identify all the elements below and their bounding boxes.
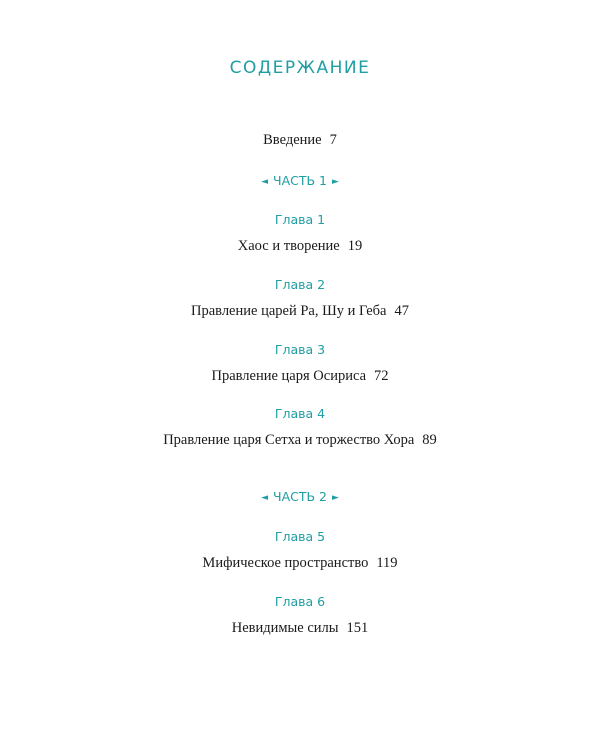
- toc-entry-chapter-2[interactable]: [0, 303, 600, 320]
- entry-title: Правление царя Сетха и торжество Хора: [163, 432, 415, 448]
- entry-page-number: 47: [394, 303, 409, 319]
- entry-title: Введение: [263, 132, 322, 148]
- toc-entry-chapter-3[interactable]: [0, 368, 600, 385]
- entry-page-number: 89: [422, 432, 437, 448]
- chapter-4-label: Глава 4: [274, 406, 326, 421]
- part-label: ЧАСТЬ 2: [273, 489, 327, 504]
- entry-page-number: 151: [346, 620, 369, 636]
- entry-page-number: 19: [347, 238, 363, 254]
- toc-entry-chapter-6[interactable]: [0, 620, 600, 637]
- part-2-heading: [0, 489, 600, 504]
- toc-entry-chapter-4[interactable]: [0, 432, 600, 449]
- entry-title: Хаос и творение: [237, 238, 340, 254]
- chapter-6-label: Глава 6: [274, 594, 326, 609]
- triangle-left-icon: ◄: [261, 493, 268, 503]
- part-label: ЧАСТЬ 1: [273, 173, 327, 188]
- chapter-1-label: Глава 1: [274, 212, 326, 227]
- entry-title: Правление царя Осириса: [211, 368, 367, 384]
- triangle-left-icon: ◄: [261, 177, 268, 187]
- chapter-2-label: Глава 2: [274, 277, 326, 292]
- entry-title: Невидимые силы: [231, 620, 339, 636]
- entry-page-number: 119: [376, 555, 398, 571]
- triangle-right-icon: ►: [332, 493, 339, 503]
- chapter-3-label: Глава 3: [274, 342, 326, 357]
- toc-entry-chapter-1[interactable]: [0, 238, 600, 255]
- part-1-heading: [0, 173, 600, 188]
- toc-title: СОДЕРЖАНИЕ: [229, 58, 371, 78]
- entry-page-number: 7: [329, 132, 337, 148]
- toc-entry-chapter-5[interactable]: [0, 555, 600, 572]
- toc-entry-intro[interactable]: [0, 132, 600, 149]
- entry-title: Мифическое пространство: [202, 555, 369, 571]
- triangle-right-icon: ►: [332, 177, 339, 187]
- entry-page-number: 72: [374, 368, 389, 384]
- entry-title: Правление царей Ра, Шу и Геба: [191, 303, 387, 319]
- chapter-5-label: Глава 5: [274, 529, 326, 544]
